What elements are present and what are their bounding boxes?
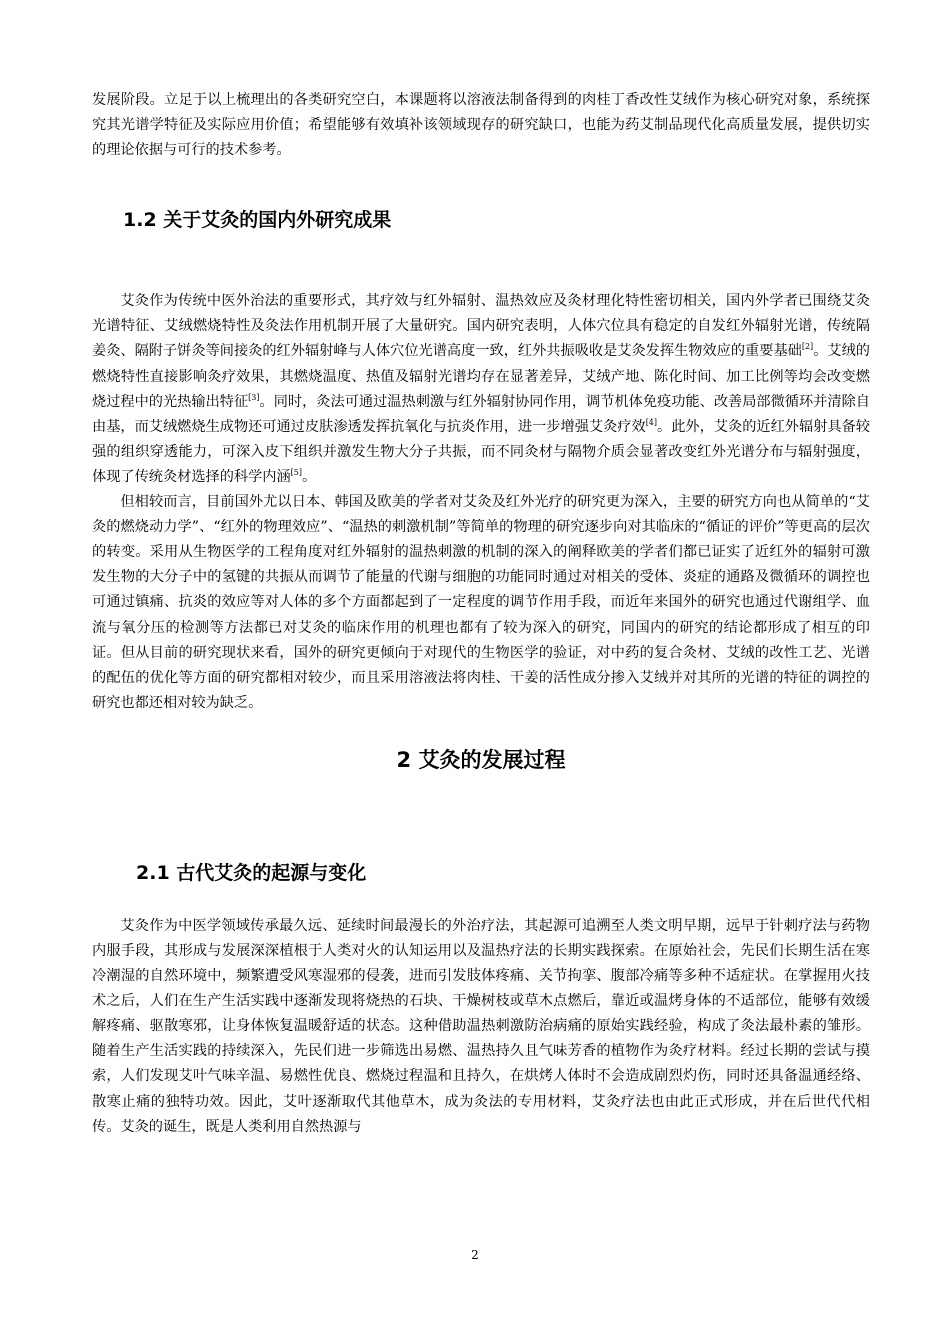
citation-ref: [3] — [248, 392, 260, 402]
intro-paragraph: 发展阶段。立足于以上梳理出的各类研究空白，本课题将以溶液法制备得到的肉桂丁香改性艾绒作为核心研究对象，系统探究其光谱学特征及实际应用价值；希望能够有效填补该领域现存的研究缺口，也能为药艾制品现代化高质量发展，提供切实的理论依据与可行的技术参考。 — [92, 92, 870, 159]
page-number: 2 — [471, 1248, 479, 1262]
citation-ref: [4] — [645, 417, 658, 427]
section-heading-1-2: 1.2 关于艾灸的国内外研究成果 — [123, 209, 392, 232]
citation-ref: [2] — [801, 342, 814, 352]
chapter-heading-2: 2 艾灸的发展过程 — [396, 747, 566, 772]
document-page — [92, 88, 870, 1140]
section-1-2-paragraph-1: 艾灸作为传统中医外治法的重要形式，其疗效与红外辐射、温热效应及灸材理化特性密切相关，国内外学者已围绕艾灸光谱特征、艾绒燃烧特性及灸法作用机制开展了大量研究。国内研究表明，人体穴位具有稳定的自发红外辐射光谱，传统隔姜灸、隔附子饼灸等间接灸的红外辐射峰与人体穴位光谱高度一致，红外共振吸收是艾灸发挥生物效应的重要基础[2]。艾绒的燃烧特性直接影响灸疗效果，其燃烧温度、热值及辐射光谱均存在显著差异，艾绒产地、陈化时间、加工比例等均会改变燃烧过程中的光热输出特征[3]。同时，灸法可通过温热刺激与红外辐射协同作用，调节机体免疫功能、改善局部微循环并清除自由基，而艾绒燃烧生成物还可通过皮肤渗透发挥抗氧化与抗炎作用，进一步增强艾灸疗效[4]。此外，艾灸的近红外辐射具备较强的组织穿透能力，可深入皮下组织并激发生物大分子共振，而不同灸材与隔物介质会显著改变红外光谱分布与辐射强度，体现了传统灸材选择的科学内涵[5]。 — [92, 293, 870, 485]
section-2-1-paragraph-1: 艾灸作为中医学领域传承最久远、延续时间最漫长的外治疗法，其起源可追溯至人类文明早期，远早于针刺疗法与药物内服手段，其形成与发展深深植根于人类对火的认知运用以及温热疗法的长期实践探索。在原始社会，先民们长期生活在寒冷潮湿的自然环境中，频繁遭受风寒湿邪的侵袭，进而引发肢体疼痛、关节拘挛、腹部冷痛等多种不适症状。在掌握用火技术之后，人们在生产生活实践中逐渐发现将烧热的石块、干燥树枝或草木点燃后，靠近或温烤身体的不适部位，能够有效缓解疼痛、驱散寒邪，让身体恢复温暖舒适的状态。这种借助温热刺激防治病痛的原始实践经验，构成了灸法最朴素的雏形。随着生产生活实践的持续深入，先民们进一步筛选出易燃、温热持久且气味芳香的植物作为灸疗材料。经过长期的尝试与摸索，人们发现艾叶气味辛温、易燃性优良、燃烧过程温和且持久，在烘烤人体时不会造成剧烈灼伤，同时还具备温通经络、散寒止痛的独特功效。因此，艾叶逐渐取代其他草木，成为灸法的专用材料，艾灸疗法也由此正式形成，并在后世代代相传。艾灸的诞生，既是人类利用自然热源与 — [92, 917, 870, 1135]
citation-ref: [5] — [290, 467, 302, 477]
section-heading-2-1: 2.1 古代艾灸的起源与变化 — [136, 861, 367, 884]
section-1-2-paragraph-2: 但相较而言，目前国外尤以日本、韩国及欧美的学者对艾灸及红外光疗的研究更为深入，主要的研究方向也从简单的“艾灸的燃烧动力学”、“红外的物理效应”、“温热的刺激机制”等简单的物理的研究逐步向对其临床的“循证的评价”等更高的层次的转变。采用从生物医学的工程角度对红外辐射的温热刺激的机制的深入的阐释欧美的学者们都已证实了近红外的辐射可激发生物的大分子中的氢键的共振从而调节了能量的代谢与细胞的功能同时通过对相关的受体、炎症的通路及微循环的调控也可通过镇痛、抗炎的效应等对人体的多个方面都起到了一定程度的调节作用手段，而近年来国外的研究也通过代谢组学、血流与氧分压的检测等方法都已对艾灸的临床作用的机理也都有了较为深入的研究，同国内的研究的结论都形成了相互的印证。但从目前的研究现状来看，国外的研究更倾向于对现代的生物医学的验证，对中药的复合灸材、艾绒的改性工艺、光谱的配伍的优化等方面的研究都相对较少，而且采用溶液法将肉桂、干姜的活性成分掺入艾绒并对其所的光谱的特征的调控的研究也都还相对较为缺乏。 — [92, 494, 870, 711]
